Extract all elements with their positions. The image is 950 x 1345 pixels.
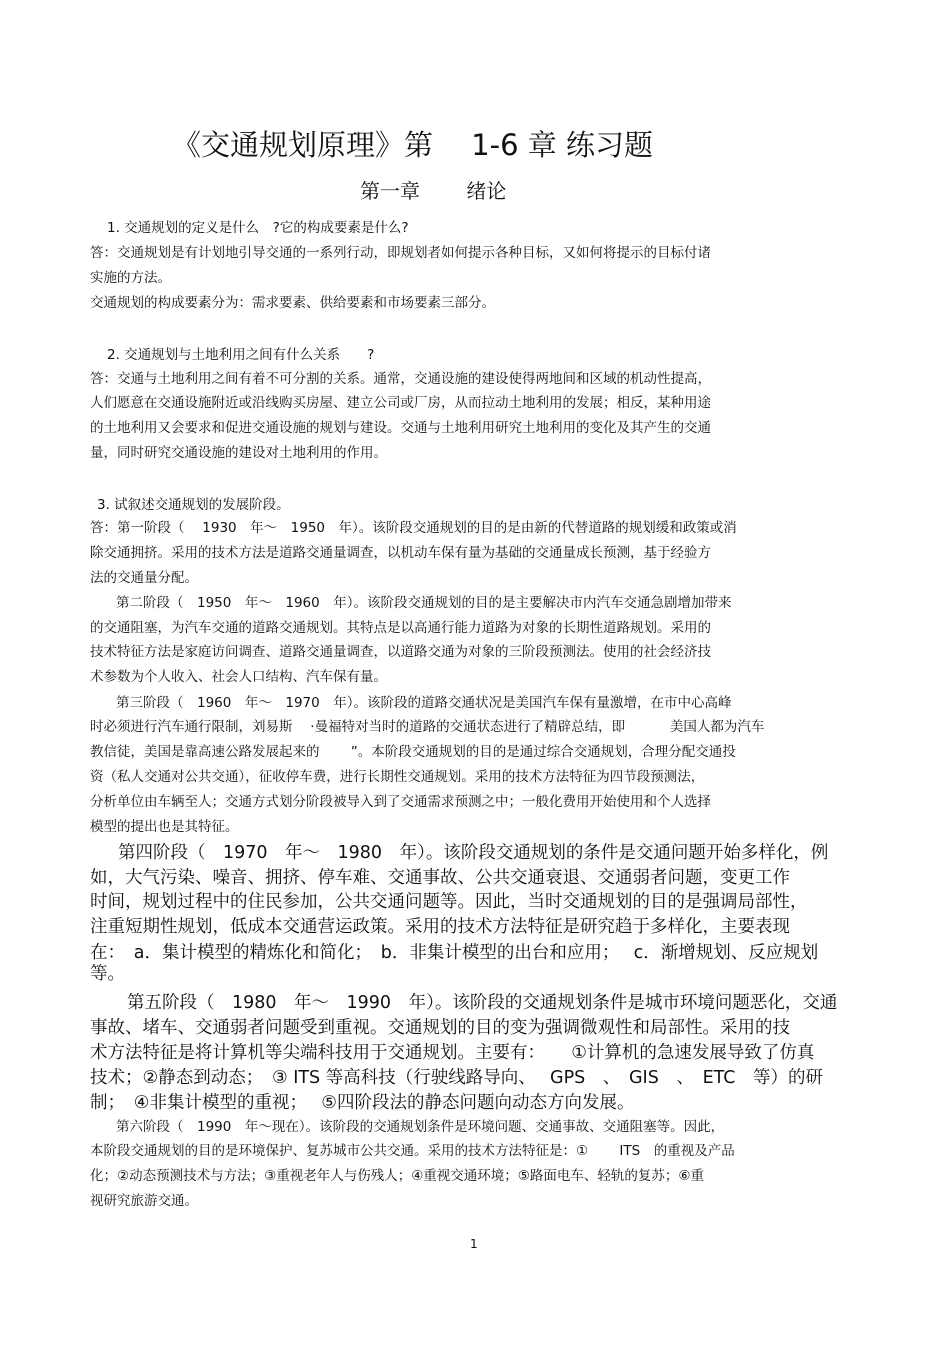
stage-1-line-1: 答：第一阶段（ 1930 年～ 1950 年）。该阶段交通规划的目的是由新的代替道路的规划缓和政策或消 xyxy=(90,520,737,536)
stage-4-line-1: 第四阶段（ 1970 年～ 1980 年）。该阶段交通规划的条件是交通问题开始多样化，例 xyxy=(118,843,829,863)
stage-3-line-4: 资（私人交通对公共交通），征收停车费，进行长期性交通规划。采用的技术方法特征为四节段预测法， xyxy=(90,769,705,785)
stage-5-line-4: 技术；②静态到动态； ③ ITS 等高科技（行驶线路导向、 GPS 、 GIS 、 ETC 等）的研 xyxy=(90,1068,824,1088)
stage-4-line-4: 注重短期性规划，低成本交通营运政策。采用的技术方法特征是研究趋于多样化，主要表现 xyxy=(90,917,790,937)
question-2: 2. 交通规划与土地利用之间有什么关系 ? xyxy=(107,347,375,363)
chapter-title: 第一章 绪论 xyxy=(360,179,507,203)
stage-1-line-2: 除交通拥挤。采用的技术方法是道路交通量调查，以机动车保有量为基础的交通量成长预测，基于经验方 xyxy=(90,545,711,561)
stage-1-line-3: 法的交通量分配。 xyxy=(90,570,198,586)
stage-5-line-3: 术方法特征是将计算机等尖端科技用于交通规划。主要有： ①计算机的急速发展导致了仿真 xyxy=(90,1043,815,1063)
stage-3-line-6: 模型的提出也是其特征。 xyxy=(90,819,239,835)
page-number: 1 xyxy=(470,1237,478,1251)
stage-6-line-3: 化；②动态预测技术与方法；③重视老年人与伤残人；④重视交通环境；⑤路面电车、轻轨的复苏；⑥重 xyxy=(90,1168,705,1184)
answer-2-line-2: 人们愿意在交通设施附近或沿线购买房屋、建立公司或厂房，从而拉动土地利用的发展；相反，某种用途 xyxy=(90,395,711,411)
answer-1-line-1: 答：交通规划是有计划地引导交通的一系列行动，即规划者如何提示各种目标，又如何将提示的目标付诸 xyxy=(90,245,711,261)
answer-1-line-2: 实施的方法。 xyxy=(90,270,171,286)
stage-5-line-1: 第五阶段（ 1980 年～ 1990 年）。该阶段的交通规划条件是城市环境问题恶化，交通 xyxy=(127,993,838,1013)
question-1: 1. 交通规划的定义是什么 ?它的构成要素是什么? xyxy=(107,220,409,236)
answer-2-line-4: 量，同时研究交通设施的建设对土地利用的作用。 xyxy=(90,445,387,461)
stage-3-line-1: 第三阶段（ 1960 年～ 1970 年）。该阶段的道路交通状况是美国汽车保有量激增，在市中心高峰 xyxy=(116,695,732,711)
stage-5-line-2: 事故、堵车、交通弱者问题受到重视。交通规划的目的变为强调微观性和局部性。采用的技 xyxy=(90,1018,790,1038)
answer-2-line-1: 答：交通与土地利用之间有着不可分割的关系。通常，交通设施的建设使得两地间和区域的机动性提高， xyxy=(90,371,711,387)
stage-3-line-3: 教信徒，美国是靠高速公路发展起来的 ”。本阶段交通规划的目的是通过综合交通规划，合理分配交通投 xyxy=(90,744,736,760)
stage-6-line-4: 视研究旅游交通。 xyxy=(90,1193,198,1209)
page-title: 《交通规划原理》第 1-6 章 练习题 xyxy=(172,128,654,162)
stage-2-line-1: 第二阶段（ 1950 年～ 1960 年）。该阶段交通规划的目的是主要解决市内汽车交通急剧增加带来 xyxy=(116,595,732,611)
stage-4-line-2: 如，大气污染、噪音、拥挤、停车难、交通事故、公共交通衰退、交通弱者问题，变更工作 xyxy=(90,868,790,888)
stage-4-line-6: 等。 xyxy=(90,964,125,984)
stage-2-line-4: 术参数为个人收入、社会人口结构、汽车保有量。 xyxy=(90,669,387,685)
answer-1-line-3: 交通规划的构成要素分为：需求要素、供给要素和市场要素三部分。 xyxy=(90,295,495,311)
stage-2-line-2: 的交通阻塞，为汽车交通的道路交通规划。其特点是以高通行能力道路为对象的长期性道路规划。采用的 xyxy=(90,620,711,636)
stage-6-line-1: 第六阶段（ 1990 年～现在）。该阶段的交通规划条件是环境问题、交通事故、交通阻塞等。因此， xyxy=(116,1119,725,1135)
stage-3-line-5: 分析单位由车辆至人；交通方式划分阶段被导入到了交通需求预测之中；一般化费用开始使用和个人选择 xyxy=(90,794,711,810)
stage-4-line-5: 在： a．集计模型的精炼化和简化； b．非集计模型的出台和应用； c．渐增规划、反应规划 xyxy=(90,943,819,963)
stage-5-line-5: 制； ④非集计模型的重视； ⑤四阶段法的静态问题向动态方向发展。 xyxy=(90,1093,635,1113)
stage-2-line-3: 技术特征方法是家庭访问调查、道路交通量调查，以道路交通为对象的三阶段预测法。使用的社会经济技 xyxy=(90,644,711,660)
answer-2-line-3: 的土地利用又会要求和促进交通设施的规划与建设。交通与土地利用研究土地利用的变化及其产生的交通 xyxy=(90,420,711,436)
stage-3-line-2: 时必须进行汽车通行限制，刘易斯 ·曼福特对当时的道路的交通状态进行了精辟总结，即 美国人都为汽车 xyxy=(90,719,765,735)
question-3: 3. 试叙述交通规划的发展阶段。 xyxy=(97,497,290,513)
stage-4-line-3: 时间，规划过程中的住民参加，公共交通问题等。因此，当时交通规划的目的是强调局部性， xyxy=(90,892,808,912)
stage-6-line-2: 本阶段交通规划的目的是环境保护、复苏城市公共交通。采用的技术方法特征是：① ITS 的重视及产品 xyxy=(90,1143,735,1159)
